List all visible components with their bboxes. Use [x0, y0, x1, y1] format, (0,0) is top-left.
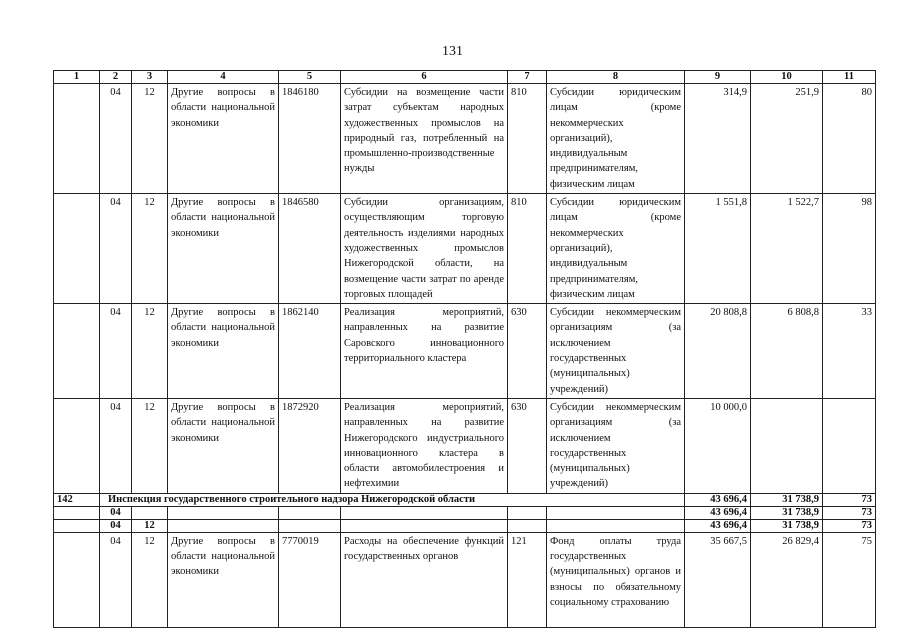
- cell-actual: 31 738,9: [751, 493, 823, 506]
- column-header: 6: [341, 71, 508, 84]
- cell-target-code: 1846580: [279, 194, 341, 304]
- column-header: 11: [823, 71, 876, 84]
- cell-expense-name: Субсидии некоммерческим организациям (за исключением государственных (муниципальных) учреждений): [547, 398, 685, 493]
- section-total-row: [54, 506, 876, 519]
- column-header: 9: [685, 71, 751, 84]
- cell-subsection: 12: [132, 194, 168, 304]
- cell-actual: 26 829,4: [751, 532, 823, 627]
- cell-subsection: [132, 506, 168, 519]
- cell-expense-name: Субсидии юридическим лицам (кроме некоммерческих организаций), индивидуальным предпринимателям, физическим лицам: [547, 194, 685, 304]
- table-row: [54, 398, 876, 493]
- cell-section-name: Другие вопросы в области национальной экономики: [168, 532, 279, 627]
- column-header: 7: [508, 71, 547, 84]
- agency-name: Инспекция государственного строительного надзора Нижегородской области: [100, 493, 685, 506]
- cell-percent: 73: [823, 519, 876, 532]
- cell-plan: 1 551,8: [685, 194, 751, 304]
- cell-target-name: Расходы на обеспечение функций государственных органов: [341, 532, 508, 627]
- column-header: 8: [547, 71, 685, 84]
- cell-target-name: Реализация мероприятий, направленных на развитие Саровского инновационного территориального кластера: [341, 304, 508, 399]
- cell-col1: [54, 532, 100, 627]
- cell-section: 04: [100, 398, 132, 493]
- cell-percent: [823, 398, 876, 493]
- cell-section-name: Другие вопросы в области национальной экономики: [168, 84, 279, 194]
- column-header: 10: [751, 71, 823, 84]
- agency-row: [54, 493, 876, 506]
- cell-plan: 35 667,5: [685, 532, 751, 627]
- cell-expense-code: 630: [508, 304, 547, 399]
- cell-plan: 10 000,0: [685, 398, 751, 493]
- cell-section: 04: [100, 532, 132, 627]
- cell-section-name: Другие вопросы в области национальной экономики: [168, 398, 279, 493]
- cell-plan: 20 808,8: [685, 304, 751, 399]
- cell-actual: 1 522,7: [751, 194, 823, 304]
- cell-actual: [751, 398, 823, 493]
- cell-section-name: Другие вопросы в области национальной экономики: [168, 304, 279, 399]
- column-header: 2: [100, 71, 132, 84]
- cell-plan: 43 696,4: [685, 493, 751, 506]
- cell-target-name: Реализация мероприятий, направленных на развитие Нижегородского индустриального инновационного кластера в области автомобилестроения и нефтехимии: [341, 398, 508, 493]
- cell-section: 04: [100, 194, 132, 304]
- cell-actual: 6 808,8: [751, 304, 823, 399]
- page-number: 131: [442, 44, 463, 59]
- cell-section: 04: [100, 506, 132, 519]
- cell-subsection: 12: [132, 304, 168, 399]
- table-row: [54, 532, 876, 627]
- cell-subsection: 12: [132, 532, 168, 627]
- cell-subsection: 12: [132, 84, 168, 194]
- cell-target-code: 1872920: [279, 398, 341, 493]
- cell-actual: 31 738,9: [751, 519, 823, 532]
- cell-expense-name: Субсидии юридическим лицам (кроме некоммерческих организаций), индивидуальным предпринимателям, физическим лицам: [547, 84, 685, 194]
- cell-target-code: 1862140: [279, 304, 341, 399]
- cell-subsection: 12: [132, 398, 168, 493]
- cell-actual: 251,9: [751, 84, 823, 194]
- cell-target-name: Субсидии организациям, осуществляющим торговую деятельность изделиями народных художественных промыслов Нижегородской области, на возмещение части затрат по аренде торговых площадей: [341, 194, 508, 304]
- cell-expense-code: 810: [508, 194, 547, 304]
- cell-expense-name: Субсидии некоммерческим организациям (за исключением государственных (муниципальных) учреждений): [547, 304, 685, 399]
- cell-expense-code: 630: [508, 398, 547, 493]
- cell-percent: 80: [823, 84, 876, 194]
- cell-plan: 43 696,4: [685, 506, 751, 519]
- cell-percent: 33: [823, 304, 876, 399]
- table-row: [54, 304, 876, 399]
- cell-percent: 73: [823, 493, 876, 506]
- cell-target-name: Субсидии на возмещение части затрат субъектам народных художественных промыслов на природный газ, потребленный на промышленно-производственные нужды: [341, 84, 508, 194]
- cell-actual: 31 738,9: [751, 506, 823, 519]
- budget-table: [53, 70, 876, 628]
- cell-col1: [54, 398, 100, 493]
- cell-section: 04: [100, 84, 132, 194]
- cell-plan: 43 696,4: [685, 519, 751, 532]
- agency-code: 142: [54, 493, 100, 506]
- subsection-total-row: [54, 519, 876, 532]
- header-row: [54, 71, 876, 84]
- table-row: [54, 194, 876, 304]
- cell-plan: 314,9: [685, 84, 751, 194]
- cell-section: 04: [100, 304, 132, 399]
- column-header: 1: [54, 71, 100, 84]
- cell-col1: [54, 194, 100, 304]
- column-header: 4: [168, 71, 279, 84]
- column-header: 5: [279, 71, 341, 84]
- cell-percent: 98: [823, 194, 876, 304]
- cell-expense-code: 121: [508, 532, 547, 627]
- cell-expense-code: 810: [508, 84, 547, 194]
- cell-target-code: 7770019: [279, 532, 341, 627]
- cell-col1: [54, 304, 100, 399]
- cell-percent: 73: [823, 506, 876, 519]
- table-row: [54, 84, 876, 194]
- cell-subsection: 12: [132, 519, 168, 532]
- cell-col1: [54, 84, 100, 194]
- cell-target-code: 1846180: [279, 84, 341, 194]
- cell-section: 04: [100, 519, 132, 532]
- column-header: 3: [132, 71, 168, 84]
- cell-percent: 75: [823, 532, 876, 627]
- cell-section-name: Другие вопросы в области национальной экономики: [168, 194, 279, 304]
- cell-expense-name: Фонд оплаты труда государственных (муниципальных) органов и взносы по обязательному социальному страхованию: [547, 532, 685, 627]
